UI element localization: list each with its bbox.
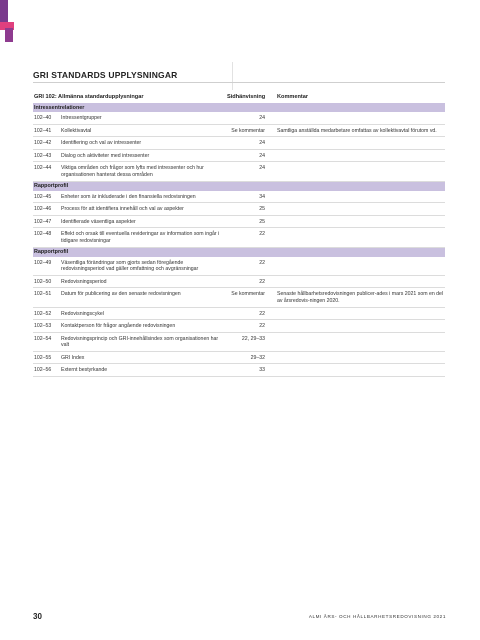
row-page-reference: Se kommentar (231, 291, 265, 298)
row-comment (267, 216, 445, 228)
row-page-reference: 22 (259, 278, 265, 285)
row-code: 102–46 (34, 206, 52, 213)
row-description: Enheter som är inkluderade i den finansiella redovisningen (61, 193, 196, 200)
table-row (33, 288, 445, 307)
row-description: Process för att identifiera innehåll och val av aspekter (61, 206, 184, 213)
row-code: 102–45 (34, 193, 52, 200)
row-code: 102–40 (34, 115, 52, 121)
page-title: GRI STANDARDS UPPLYSNINGAR (33, 70, 178, 80)
row-comment (267, 320, 445, 332)
row-comment (267, 257, 445, 275)
row-code: 102–50 (34, 278, 52, 285)
table-header (33, 90, 445, 103)
row-page-reference: 24 (259, 165, 265, 172)
row-page-reference: 24 (259, 140, 265, 147)
row-page-reference: 33 (259, 367, 265, 374)
footer-publication: ALMI ÅRS- OCH HÅLLBARHETSREDOVISNING 2021 (308, 614, 446, 619)
table-row (33, 257, 445, 276)
row-code: 102–42 (34, 140, 52, 147)
row-page-reference: 24 (259, 115, 265, 121)
row-comment (267, 137, 445, 149)
table-row (33, 364, 445, 377)
row-description: Externt bestyrkande (61, 367, 108, 374)
section-header: Intressentrelationer (33, 103, 445, 112)
row-comment (267, 333, 445, 351)
table-row (33, 203, 445, 216)
table-row (33, 228, 445, 247)
row-page-reference: Se kommentar (231, 127, 265, 134)
table-row (33, 125, 445, 138)
table-row (33, 216, 445, 229)
row-description: Redovisningsprincip och GRI-innehållsindex som organisationen har valt (61, 335, 219, 349)
table-row (33, 320, 445, 333)
table-row (33, 308, 445, 321)
gri-table (33, 90, 445, 377)
row-comment (267, 276, 445, 288)
row-code: 102–51 (34, 291, 52, 298)
row-page-reference: 25 (259, 206, 265, 213)
row-page-reference: 22 (259, 259, 265, 266)
row-comment (267, 112, 445, 124)
row-code: 102–43 (34, 152, 52, 159)
row-description: Kontaktperson för frågor angående redovisningen (61, 323, 176, 330)
header-comment: Kommentar (277, 93, 309, 100)
table-row (33, 276, 445, 289)
row-code: 102–55 (34, 354, 52, 361)
row-description: Kollektivavtal (61, 127, 92, 134)
row-page-reference: 22 (259, 323, 265, 330)
row-description: Identifiering och val av intressenter (61, 140, 142, 147)
row-comment: Samtliga anställda medarbetare omfattas av kollektivavtal förutom vd. (277, 127, 437, 134)
table-row (33, 137, 445, 150)
row-code: 102–56 (34, 367, 52, 374)
row-comment (267, 352, 445, 364)
row-description: Redovisningsperiod (61, 278, 107, 285)
row-page-reference: 34 (259, 193, 265, 200)
title-rule (33, 82, 445, 83)
row-comment (267, 308, 445, 320)
row-code: 102–47 (34, 218, 52, 225)
row-comment (267, 191, 445, 203)
row-description: Datum för publicering av den senaste redovisningen (61, 291, 181, 298)
row-code: 102–48 (34, 231, 52, 238)
row-page-reference: 29–32 (250, 354, 265, 361)
header-page-reference: Sidhänvisning (227, 93, 266, 100)
row-code: 102–54 (34, 335, 52, 342)
table-row (33, 191, 445, 204)
section-header: Rapportprofil (33, 182, 445, 191)
row-code: 102–53 (34, 323, 52, 330)
row-comment: Senaste hållbarhetsredovisningen publicer-ades i mars 2021 som en del av årsredovis-ningen 2020. (277, 291, 444, 304)
row-page-reference: 25 (259, 218, 265, 225)
row-description: Intressentgrupper (61, 115, 102, 121)
row-comment (267, 228, 445, 246)
table-row (33, 112, 445, 125)
row-code: 102–49 (34, 259, 52, 266)
header-standard: GRI 102: Allmänna standardupplysningar (34, 93, 144, 100)
row-description: Väsentliga förändringar som gjorts sedan föregående redovisningsperiod vad gäller omfattning och avgränsningar (61, 259, 199, 273)
table-row (33, 333, 445, 352)
row-comment (267, 162, 445, 180)
row-description: Identifierade väsentliga aspekter (61, 218, 136, 225)
header-divider (232, 62, 233, 90)
row-page-reference: 22 (259, 310, 265, 317)
table-row (33, 352, 445, 365)
row-description: Effekt och orsak till eventuella revideringar av information som ingår i tidigare redovisningar (61, 231, 220, 244)
row-code: 102–41 (34, 127, 52, 134)
row-page-reference: 22 (259, 231, 265, 238)
section-header: Rapportprofil (33, 248, 445, 257)
row-description: GRI Index (61, 354, 85, 361)
row-code: 102–44 (34, 165, 52, 172)
table-row (33, 162, 445, 181)
row-page-reference: 22, 29–33 (241, 335, 265, 342)
row-code: 102–52 (34, 310, 52, 317)
row-description: Viktiga områden och frågor som lyfts med intressenter och hur organisationen hanterat dessa områden (61, 165, 204, 178)
corner-decoration-purple-lower (5, 28, 13, 42)
table-row (33, 150, 445, 163)
row-comment (267, 364, 445, 376)
row-comment (267, 150, 445, 162)
row-page-reference: 24 (259, 152, 265, 159)
row-description: Redovisningscykel (61, 310, 104, 317)
row-comment (267, 203, 445, 215)
page-number: 30 (33, 612, 42, 621)
row-description: Dialog och aktiviteter med intressenter (61, 152, 150, 159)
